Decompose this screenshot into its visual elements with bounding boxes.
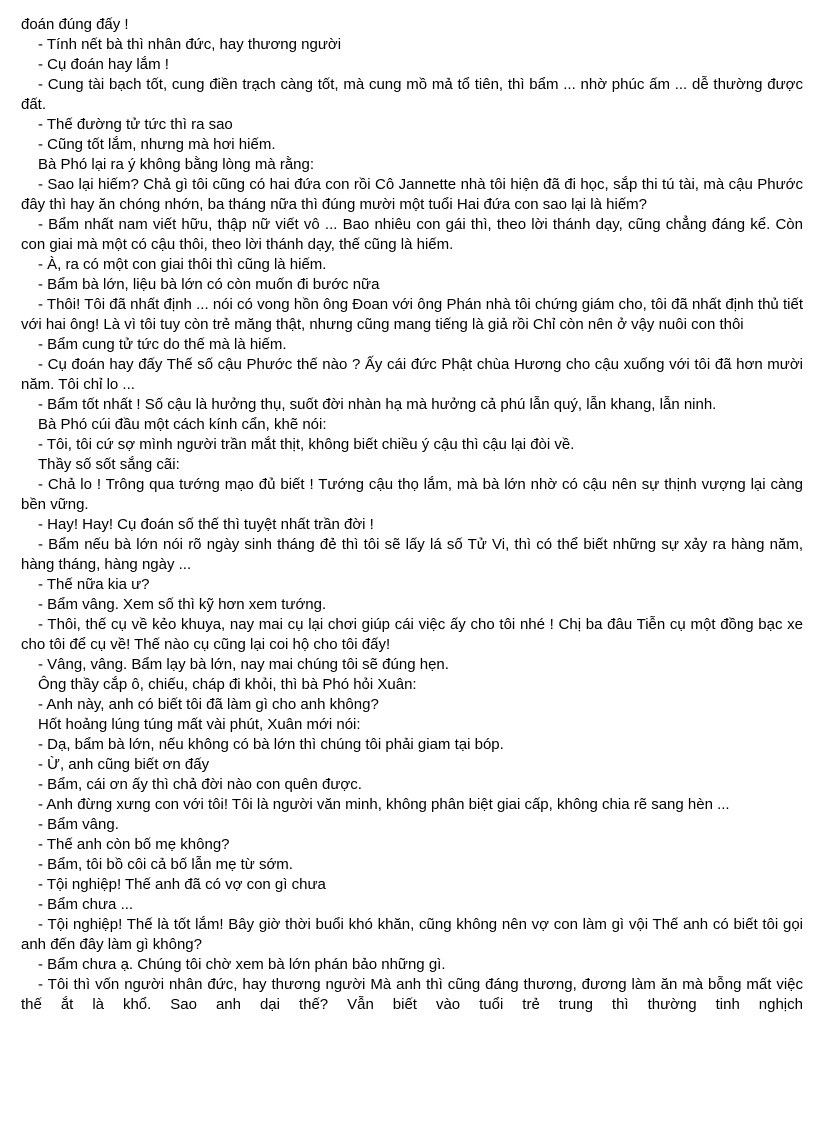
paragraph: - Tội nghiệp! Thế anh đã có vợ con gì chưa <box>38 876 326 893</box>
paragraph: - Hay! Hay! Cụ đoán số thế thì tuyệt nhất trần đời ! <box>38 516 374 533</box>
paragraph: - Bẩm cung tử tức do thế mà là hiếm. <box>38 336 287 353</box>
paragraph: - Thế anh còn bố mẹ không? <box>38 836 230 853</box>
paragraph: - Tôi thì vốn người nhân đức, hay thương người Mà anh thì cũng đáng thương, đương làm ăn mà bỗng mất việc thế ắt là khổ. Sao anh dại thế? Vẫn biết vào tuổi trẻ trung thì thường tinh nghịch <box>21 976 803 1013</box>
paragraph: - Cụ đoán hay đấy Thế số cậu Phước thế nào ? Ấy cái đức Phật chùa Hương cho cậu xuống với tôi đã hơn mười năm. Tôi chỉ lo ... <box>21 356 803 393</box>
paragraph: - Bẩm vâng. Xem số thì kỹ hơn xem tướng. <box>38 596 327 613</box>
paragraph: đoán đúng đấy ! <box>21 16 129 33</box>
paragraph: - Bẩm tốt nhất ! Số cậu là hưởng thụ, suốt đời nhàn hạ mà hưởng cả phú lẫn quý, lẫn khang, lẫn ninh. <box>38 396 717 413</box>
document-page <box>21 15 803 1015</box>
paragraph: - Tội nghiệp! Thế là tốt lắm! Bây giờ thời buổi khó khăn, cũng không nên vợ con làm gì vội Thế anh có biết tôi gọi anh đến đây làm gì không? <box>21 916 803 953</box>
paragraph: - Vâng, vâng. Bẩm lạy bà lớn, nay mai chúng tôi sẽ đúng hẹn. <box>38 656 449 673</box>
paragraph: - Bẩm nhất nam viết hữu, thập nữ viết vô ... Bao nhiêu con gái thì, theo lời thánh dạy, cũng chẳng đáng kể. Còn con giai mà một có cậu thôi, theo lời thánh dạy, thế cũng là hiếm. <box>21 216 803 253</box>
paragraph: - Thế đường tử tức thì ra sao <box>38 116 233 133</box>
paragraph: - Tính nết bà thì nhân đức, hay thương người <box>38 36 342 53</box>
paragraph: Thầy số sốt sắng cãi: <box>38 456 180 473</box>
paragraph: Bà Phó cúi đầu một cách kính cẩn, khẽ nói: <box>38 416 327 433</box>
paragraph: - Anh này, anh có biết tôi đã làm gì cho anh không? <box>38 696 379 713</box>
paragraph: - Cung tài bạch tốt, cung điền trạch càng tốt, mà cung mồ mả tổ tiên, thì bẩm ... nhờ phúc ấm ... dễ thường được đất. <box>21 76 803 113</box>
paragraph: - Bẩm, tôi bồ côi cả bố lẫn mẹ từ sớm. <box>38 856 293 873</box>
paragraph: - Bẩm, cái ơn ấy thì chả đời nào con quên được. <box>38 776 362 793</box>
paragraph: - Ừ, anh cũng biết ơn đấy <box>38 756 210 773</box>
paragraph: - Bẩm chưa ạ. Chúng tôi chờ xem bà lớn phán bảo những gì. <box>38 956 446 973</box>
paragraph: - Bẩm nếu bà lớn nói rõ ngày sinh tháng đẻ thì tôi sẽ lấy lá số Tử Vi, thì có thể biết những sự xảy ra hàng năm, hàng tháng, hàng ngày ... <box>21 536 803 573</box>
paragraph: - Anh đừng xưng con với tôi! Tôi là người văn minh, không phân biệt giai cấp, không chia rẽ sang hèn ... <box>38 796 730 813</box>
paragraph: Hốt hoảng lúng túng mất vài phút, Xuân mới nói: <box>38 716 361 733</box>
paragraph: - Chả lo ! Trông qua tướng mạo đủ biết ! Tướng cậu thọ lắm, mà bà lớn nhờ có cậu nên sự thịnh vượng lại càng bền vững. <box>21 476 803 513</box>
paragraph: - À, ra có một con giai thôi thì cũng là hiếm. <box>38 256 327 273</box>
paragraph: - Thôi, thế cụ về kẻo khuya, nay mai cụ lại chơi giúp cái việc ấy cho tôi nhé ! Chị ba đâu Tiễn cụ một đồng bạc xe cho tôi để cụ về! Thế nào cụ cũng lại coi hộ cho tôi đấy! <box>21 616 803 653</box>
paragraph: - Cũng tốt lắm, nhưng mà hơi hiếm. <box>38 136 276 153</box>
paragraph: - Tôi, tôi cứ sợ mình người trần mắt thịt, không biết chiều ý cậu thì cậu lại đòi về. <box>38 436 575 453</box>
paragraph: - Cụ đoán hay lắm ! <box>38 56 169 73</box>
paragraph: Ông thầy cắp ô, chiếu, cháp đi khỏi, thì bà Phó hỏi Xuân: <box>38 676 417 693</box>
paragraph: - Thế nữa kia ư? <box>38 576 150 593</box>
paragraph: - Bẩm vâng. <box>38 816 119 833</box>
paragraph: Bà Phó lại ra ý không bằng lòng mà rằng: <box>38 156 315 173</box>
paragraph: - Thôi! Tôi đã nhất định ... nói có vong hồn ông Đoan với ông Phán nhà tôi chứng giám cho, tôi đã nhất định thủ tiết với hai ông! Là vì tôi tuy còn trẻ măng thật, nhưng cũng mang tiếng là giả rồi Chỉ còn nên ở vậy nuôi con thôi <box>21 296 803 333</box>
paragraph: - Sao lại hiếm? Chả gì tôi cũng có hai đứa con rồi Cô Jannette nhà tôi hiện đã đi học, sắp thi tú tài, mà cậu Phước đây thì hay ăn chóng nhớn, ba tháng nữa thì đúng mười một tuổi Hai đứa con sao lại là hiếm? <box>21 176 803 213</box>
paragraph: - Dạ, bẩm bà lớn, nếu không có bà lớn thì chúng tôi phải giam tại bóp. <box>38 736 504 753</box>
paragraph: - Bẩm bà lớn, liệu bà lớn có còn muốn đi bước nữa <box>38 276 380 293</box>
paragraph: - Bẩm chưa ... <box>38 896 134 913</box>
